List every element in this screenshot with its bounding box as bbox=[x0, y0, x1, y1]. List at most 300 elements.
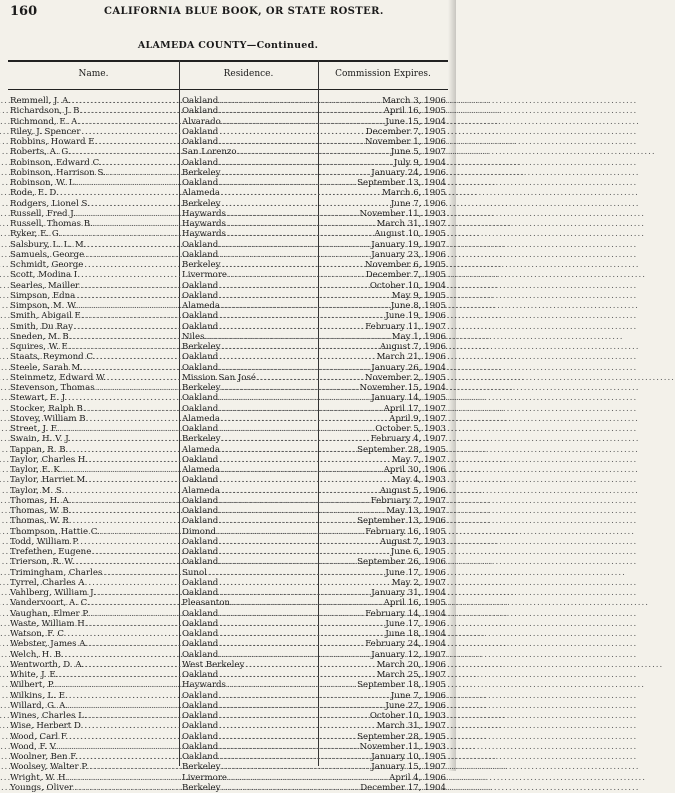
row-expires: June 18, 1904 bbox=[385, 629, 446, 639]
row-name: Thomas, W. B. bbox=[10, 506, 72, 516]
table-row bbox=[8, 629, 448, 639]
row-expires-cell bbox=[320, 147, 446, 157]
row-expires-cell bbox=[320, 506, 446, 516]
row-expires: March 31, 1907 bbox=[376, 219, 446, 229]
table-top-rule bbox=[8, 60, 448, 62]
table-row bbox=[8, 527, 448, 537]
row-name: Richardson, J. B. bbox=[10, 106, 83, 117]
row-name: Scott, Modina I. bbox=[10, 270, 80, 281]
row-name: Salsbury, L. L. M. bbox=[10, 239, 87, 250]
row-expires-cell bbox=[320, 209, 446, 219]
leader-dots bbox=[0, 229, 373, 239]
table-row bbox=[8, 598, 448, 608]
row-expires-cell bbox=[320, 691, 446, 701]
row-expires-cell bbox=[320, 619, 446, 629]
row-expires-cell bbox=[320, 291, 446, 301]
table-row bbox=[8, 762, 448, 772]
leader-dots bbox=[0, 322, 364, 332]
row-name: Ryker, E. G. bbox=[10, 229, 62, 240]
leader-dots bbox=[0, 342, 379, 352]
row-expires: June 8, 1905 bbox=[390, 301, 446, 311]
table-row bbox=[8, 465, 448, 475]
row-residence: Oakland bbox=[182, 577, 219, 588]
row-name: Richmond, E. A. bbox=[10, 116, 81, 127]
column-header-expires: Commission Expires. bbox=[335, 69, 431, 79]
row-name: Simpson, M. W. bbox=[10, 301, 78, 311]
table-row bbox=[8, 639, 448, 649]
row-residence: Oakland bbox=[182, 424, 219, 434]
leader-dots bbox=[0, 168, 370, 178]
roster-table bbox=[8, 60, 448, 793]
row-expires: June 17, 1906 bbox=[385, 567, 446, 578]
row-residence: Oakland bbox=[182, 731, 219, 742]
row-residence: Haywards bbox=[182, 219, 226, 229]
table-row bbox=[8, 434, 448, 444]
row-residence: Mission San José bbox=[182, 372, 256, 383]
row-residence: Alameda bbox=[182, 188, 220, 199]
row-residence: Oakland bbox=[182, 454, 219, 465]
leader-dots bbox=[0, 619, 384, 629]
section-title: ALAMEDA COUNTY—Continued. bbox=[137, 40, 319, 51]
row-residence: Berkeley bbox=[182, 383, 221, 393]
row-expires: January 12, 1907 bbox=[371, 649, 446, 660]
row-expires: April 16, 1905 bbox=[383, 106, 446, 117]
leader-dots bbox=[0, 752, 370, 762]
row-expires: January 23, 1906 bbox=[371, 249, 446, 260]
table-row bbox=[8, 229, 448, 239]
table-row bbox=[8, 373, 448, 383]
row-residence: San Lorenzo bbox=[182, 147, 237, 158]
row-name: Schmidt, George bbox=[10, 260, 84, 270]
leader-dots bbox=[0, 291, 391, 301]
leader-dots bbox=[0, 147, 390, 157]
row-expires-cell bbox=[320, 168, 446, 178]
row-expires: November 11, 1903 bbox=[359, 741, 446, 752]
leader-dots bbox=[0, 455, 391, 465]
page-edge-shadow bbox=[448, 0, 456, 771]
leader-dots bbox=[0, 270, 365, 280]
table-row bbox=[8, 557, 448, 567]
leader-dots bbox=[0, 711, 369, 721]
row-expires: March 31, 1907 bbox=[376, 721, 446, 732]
row-expires-cell bbox=[320, 158, 446, 168]
row-expires-cell bbox=[320, 670, 446, 680]
row-residence: Oakland bbox=[182, 137, 219, 147]
leader-dots bbox=[0, 598, 383, 608]
row-expires: December 7, 1905 bbox=[365, 270, 446, 281]
row-name: Vaughan, Elmer P. bbox=[10, 608, 90, 619]
table-row bbox=[8, 506, 448, 516]
row-expires: June 7, 1906 bbox=[390, 198, 446, 209]
row-expires-cell bbox=[320, 773, 446, 783]
row-expires-cell bbox=[320, 178, 446, 188]
row-expires: November 11, 1903 bbox=[359, 208, 446, 219]
row-residence: Livermore bbox=[182, 270, 228, 281]
row-expires-cell bbox=[320, 598, 446, 608]
leader-dots bbox=[0, 106, 383, 116]
row-name: Roberts, A. G. bbox=[10, 147, 71, 158]
leader-dots bbox=[0, 732, 356, 742]
row-expires-cell bbox=[320, 650, 446, 660]
row-expires: January 19, 1907 bbox=[371, 239, 446, 250]
leader-dots bbox=[0, 424, 374, 434]
table-row bbox=[8, 106, 448, 116]
row-expires: November 15, 1904 bbox=[359, 383, 446, 393]
row-expires-cell bbox=[320, 496, 446, 506]
row-name: Robbins, Howard E. bbox=[10, 137, 98, 147]
leader-dots bbox=[0, 127, 365, 137]
row-residence: Berkeley bbox=[182, 342, 221, 352]
row-name: Remmell, J. A. bbox=[10, 96, 72, 106]
row-expires: September 28, 1905 bbox=[357, 731, 446, 742]
row-expires: August 5, 1906 bbox=[379, 485, 446, 496]
row-name: Smith, Abigail E. bbox=[10, 311, 84, 322]
row-expires-cell bbox=[320, 742, 446, 752]
row-residence: Oakland bbox=[182, 321, 219, 332]
leader-dots bbox=[0, 188, 381, 198]
table-row bbox=[8, 383, 448, 393]
row-expires: April 9, 1907 bbox=[389, 413, 446, 424]
leader-dots bbox=[0, 383, 359, 393]
leader-dots bbox=[0, 578, 391, 588]
table-row bbox=[8, 670, 448, 680]
row-residence: Alameda bbox=[182, 444, 220, 455]
row-expires: June 15, 1904 bbox=[385, 116, 446, 127]
row-expires: August 10, 1905 bbox=[374, 229, 446, 240]
leader-dots bbox=[0, 742, 359, 752]
leader-dots bbox=[0, 670, 376, 680]
row-name: Trierson, R. W. bbox=[10, 557, 75, 568]
row-expires: April 16, 1905 bbox=[383, 598, 446, 609]
row-residence: Haywards bbox=[182, 208, 226, 219]
leader-dots bbox=[0, 506, 385, 516]
row-residence: Berkeley bbox=[182, 762, 221, 773]
row-residence: Oakland bbox=[182, 393, 219, 404]
row-expires: May 13, 1907 bbox=[386, 506, 446, 516]
row-expires-cell bbox=[320, 96, 446, 106]
row-residence: Alameda bbox=[182, 465, 220, 475]
row-name: Tyrrel, Charles A. bbox=[10, 577, 88, 588]
row-residence: Oakland bbox=[182, 290, 219, 301]
row-expires: September 26, 1906 bbox=[357, 557, 446, 568]
row-residence: Alvarado bbox=[182, 116, 221, 127]
row-residence: Alameda bbox=[182, 413, 220, 424]
row-expires: June 6, 1905 bbox=[390, 547, 446, 557]
row-expires-cell bbox=[320, 516, 446, 526]
row-residence: Oakland bbox=[182, 280, 219, 291]
table-row bbox=[8, 352, 448, 362]
row-name: Thompson, Hattie C. bbox=[10, 526, 100, 537]
row-residence: Oakland bbox=[182, 506, 219, 516]
row-name: Trimingham, Charles bbox=[10, 567, 103, 578]
row-name: Street, J. F. bbox=[10, 424, 59, 434]
leader-dots bbox=[0, 660, 376, 670]
row-expires-cell bbox=[320, 219, 446, 229]
leader-dots bbox=[0, 219, 376, 229]
row-residence: Oakland bbox=[182, 639, 219, 650]
row-name: Watson, F. C. bbox=[10, 629, 67, 639]
table-row bbox=[8, 680, 448, 690]
leader-dots bbox=[0, 701, 384, 711]
running-title: CALIFORNIA BLUE BOOK, OR STATE ROSTER. bbox=[104, 6, 384, 17]
leader-dots bbox=[0, 158, 393, 168]
row-name: Vahlberg, William J. bbox=[10, 588, 96, 598]
table-row bbox=[8, 168, 448, 178]
table-row bbox=[8, 147, 448, 157]
row-expires: March 6, 1905 bbox=[382, 188, 446, 199]
leader-dots bbox=[0, 445, 356, 455]
leader-dots bbox=[0, 568, 384, 578]
row-expires-cell bbox=[320, 475, 446, 485]
leader-dots bbox=[0, 434, 370, 444]
row-expires-cell bbox=[320, 404, 446, 414]
column-header-name: Name. bbox=[78, 69, 109, 79]
table-row bbox=[8, 363, 448, 373]
row-name: Willard, G. A. bbox=[10, 700, 69, 711]
row-expires-cell bbox=[320, 383, 446, 393]
leader-dots bbox=[0, 250, 370, 260]
leader-dots bbox=[0, 240, 370, 250]
leader-dots bbox=[0, 721, 376, 731]
leader-dots bbox=[0, 404, 383, 414]
row-expires: February 14, 1904 bbox=[365, 608, 446, 619]
row-expires-cell bbox=[320, 188, 446, 198]
row-expires-cell bbox=[320, 557, 446, 567]
leader-dots bbox=[0, 609, 364, 619]
row-expires: January 10, 1905 bbox=[371, 752, 446, 762]
row-name: Russell, Fred J. bbox=[10, 208, 76, 219]
row-expires-cell bbox=[320, 455, 446, 465]
page-number: 160 bbox=[10, 4, 38, 19]
row-name: Simpson, Edna bbox=[10, 290, 76, 301]
table-row bbox=[8, 732, 448, 742]
leader-dots bbox=[0, 783, 359, 793]
leader-dots bbox=[0, 773, 388, 783]
row-name: Vandervoort, A. C. bbox=[10, 598, 90, 609]
row-residence: Oakland bbox=[182, 700, 219, 711]
row-expires: April 17, 1907 bbox=[383, 403, 446, 414]
leader-dots bbox=[0, 199, 390, 209]
row-residence: Livermore bbox=[182, 772, 228, 783]
row-residence: Oakland bbox=[182, 608, 219, 619]
table-row bbox=[8, 660, 448, 670]
row-expires-cell bbox=[320, 106, 446, 116]
leader-dots bbox=[0, 209, 359, 219]
row-name: Squires, W. E. bbox=[10, 342, 71, 352]
row-residence: Oakland bbox=[182, 711, 219, 721]
row-expires: June 19, 1906 bbox=[385, 311, 446, 322]
row-expires-cell bbox=[320, 660, 446, 670]
row-expires: February 24, 1904 bbox=[365, 639, 446, 650]
row-residence: Oakland bbox=[182, 618, 219, 629]
row-residence: Dimond bbox=[182, 526, 216, 537]
row-name: Thomas, H. A. bbox=[10, 495, 72, 506]
row-residence: Berkeley bbox=[182, 198, 221, 209]
table-row bbox=[8, 424, 448, 434]
row-expires-cell bbox=[320, 117, 446, 127]
row-expires: October 10, 1903 bbox=[369, 711, 446, 721]
row-name: Taylor, Harriet M. bbox=[10, 475, 88, 486]
row-expires-cell bbox=[320, 445, 446, 455]
leader-dots bbox=[0, 650, 370, 660]
leader-dots bbox=[0, 96, 381, 106]
row-expires-cell bbox=[320, 199, 446, 209]
row-name: Steele, Sarah M. bbox=[10, 362, 83, 373]
row-name: Wise, Herbert D. bbox=[10, 721, 84, 732]
leader-dots bbox=[0, 373, 364, 383]
row-name: Smith, Du Ray bbox=[10, 321, 74, 332]
row-expires-cell bbox=[320, 250, 446, 260]
row-name: Wood, Carl F. bbox=[10, 731, 69, 742]
row-expires-cell bbox=[320, 680, 446, 690]
row-expires-cell bbox=[320, 434, 446, 444]
table-row bbox=[8, 117, 448, 127]
row-expires-cell bbox=[320, 342, 446, 352]
row-expires: July 9, 1904 bbox=[393, 157, 446, 168]
table-row bbox=[8, 199, 448, 209]
table-row bbox=[8, 711, 448, 721]
table-row bbox=[8, 537, 448, 547]
row-name: Thomas, W. R. bbox=[10, 516, 72, 527]
row-name: Woolsey, Walter P. bbox=[10, 762, 89, 773]
row-expires: April 4, 1906 bbox=[389, 772, 446, 783]
row-expires: May 1, 1906 bbox=[391, 331, 446, 342]
row-expires-cell bbox=[320, 414, 446, 424]
row-expires-cell bbox=[320, 629, 446, 639]
table-row bbox=[8, 393, 448, 403]
row-expires-cell bbox=[320, 352, 446, 362]
row-residence: Oakland bbox=[182, 157, 219, 168]
table-row bbox=[8, 742, 448, 752]
row-name: Wentworth, D. A. bbox=[10, 659, 85, 670]
row-expires: March 21, 1906 bbox=[376, 352, 446, 363]
row-name: Staats, Reymond C. bbox=[10, 352, 96, 363]
row-expires: May 9, 1905 bbox=[391, 290, 446, 301]
row-name: Trefethen, Eugene bbox=[10, 547, 92, 557]
row-residence: Niles bbox=[182, 331, 205, 342]
row-expires-cell bbox=[320, 711, 446, 721]
row-name: Stocker, Ralph B. bbox=[10, 403, 86, 414]
row-expires: August 7, 1906 bbox=[379, 342, 446, 352]
row-residence: Pleasanton bbox=[182, 598, 230, 609]
row-expires-cell bbox=[320, 527, 446, 537]
row-expires-cell bbox=[320, 424, 446, 434]
row-expires-cell bbox=[320, 260, 446, 270]
row-expires: October 10, 1904 bbox=[369, 280, 446, 291]
row-residence: Oakland bbox=[182, 741, 219, 752]
row-name: Sneden, M. B. bbox=[10, 331, 72, 342]
table-row bbox=[8, 721, 448, 731]
table-row bbox=[8, 240, 448, 250]
row-residence: West Berkeley bbox=[182, 659, 245, 670]
row-expires-cell bbox=[320, 701, 446, 711]
table-row bbox=[8, 496, 448, 506]
table-body bbox=[8, 96, 448, 793]
row-expires: March 25, 1907 bbox=[376, 670, 446, 680]
leader-dots bbox=[0, 137, 364, 147]
row-expires: September 13, 1904 bbox=[357, 178, 446, 188]
leader-dots bbox=[0, 680, 356, 690]
table-row bbox=[8, 547, 448, 557]
row-expires: June 17, 1906 bbox=[385, 618, 446, 629]
row-name: Steinmetz, Edward W. bbox=[10, 372, 107, 383]
row-residence: Oakland bbox=[182, 178, 219, 188]
row-expires: February 4, 1907 bbox=[370, 434, 446, 445]
row-residence: Oakland bbox=[182, 239, 219, 250]
row-expires: December 17, 1904 bbox=[360, 782, 446, 793]
table-row bbox=[8, 219, 448, 229]
table-row bbox=[8, 178, 448, 188]
table-row bbox=[8, 619, 448, 629]
row-name: Wright, W. H. bbox=[10, 772, 69, 783]
table-row bbox=[8, 158, 448, 168]
row-residence: Oakland bbox=[182, 557, 219, 568]
row-expires: September 13, 1906 bbox=[357, 516, 446, 527]
table-row bbox=[8, 188, 448, 198]
row-name: Taylor, E. K. bbox=[10, 465, 63, 475]
row-name: Searles, Mailler bbox=[10, 280, 80, 291]
table-row bbox=[8, 455, 448, 465]
row-expires: February 16, 1905 bbox=[365, 526, 446, 537]
row-expires-cell bbox=[320, 752, 446, 762]
row-expires-cell bbox=[320, 762, 446, 772]
table-row bbox=[8, 291, 448, 301]
row-expires-cell bbox=[320, 311, 446, 321]
leader-dots bbox=[0, 178, 356, 188]
row-residence: Oakland bbox=[182, 536, 219, 547]
leader-dots bbox=[0, 762, 370, 772]
row-name: Wood, F. V. bbox=[10, 741, 58, 752]
table-row bbox=[8, 414, 448, 424]
row-expires: June 7, 1906 bbox=[390, 690, 446, 701]
row-residence: Oakland bbox=[182, 352, 219, 363]
leader-dots bbox=[0, 475, 391, 485]
row-expires-cell bbox=[320, 547, 446, 557]
row-residence: Oakland bbox=[182, 126, 219, 137]
row-name: Swain, H. V. J. bbox=[10, 434, 71, 445]
leader-dots bbox=[0, 465, 383, 475]
row-residence: Haywards bbox=[182, 680, 226, 691]
table-row bbox=[8, 475, 448, 485]
row-expires: February 7, 1907 bbox=[370, 495, 446, 506]
table-row bbox=[8, 127, 448, 137]
row-residence: Sunol bbox=[182, 567, 207, 578]
row-expires-cell bbox=[320, 639, 446, 649]
leader-dots bbox=[0, 516, 356, 526]
row-name: Taylor, M. S. bbox=[10, 485, 65, 496]
row-expires-cell bbox=[320, 465, 446, 475]
row-name: Robinson, Edward C. bbox=[10, 157, 102, 168]
row-expires-cell bbox=[320, 486, 446, 496]
row-expires: April 30, 1906 bbox=[383, 465, 446, 475]
row-expires-cell bbox=[320, 609, 446, 619]
row-expires: May 7, 1907 bbox=[391, 454, 446, 465]
row-name: Wines, Charles L. bbox=[10, 711, 87, 721]
row-residence: Oakland bbox=[182, 106, 219, 117]
row-expires-cell bbox=[320, 270, 446, 280]
row-expires-cell bbox=[320, 588, 446, 598]
row-residence: Oakland bbox=[182, 403, 219, 414]
row-name: Stewart, E. J. bbox=[10, 393, 68, 404]
table-row bbox=[8, 516, 448, 526]
row-name: Rode, E. D. bbox=[10, 188, 59, 199]
row-expires-cell bbox=[320, 393, 446, 403]
table-row bbox=[8, 311, 448, 321]
row-expires: November 1, 1906 bbox=[364, 137, 446, 147]
table-row bbox=[8, 445, 448, 455]
row-residence: Alameda bbox=[182, 301, 220, 311]
table-row bbox=[8, 588, 448, 598]
